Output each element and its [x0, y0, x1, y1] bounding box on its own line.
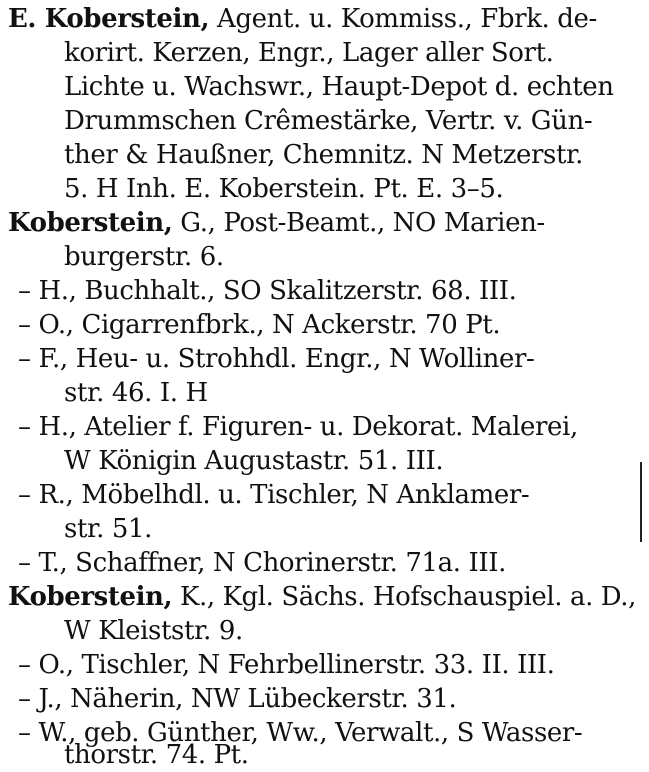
entry-line: W Kleiststr. 9.	[64, 616, 243, 646]
entry-line: – O., Tischler, N Fehrbellinerstr. 33. II. III.	[18, 650, 555, 680]
entry-text: G., Post-Beamt., NO Marien-	[172, 208, 545, 238]
entry-surname: E. Koberstein,	[8, 4, 210, 34]
entry-surname: Koberstein,	[8, 208, 173, 238]
entry-line: – R., Möbelhdl. u. Tischler, N Anklamer-	[18, 480, 530, 510]
entry-line: korirt. Kerzen, Engr., Lager aller Sort.	[64, 38, 554, 68]
entry-line: – J., Näherin, NW Lübeckerstr. 31.	[18, 684, 457, 714]
entry-line	[8, 206, 545, 240]
entry-line: 5. H Inh. E. Koberstein. Pt. E. 3–5.	[64, 174, 504, 204]
entry-line	[8, 580, 636, 614]
entry-line: Lichte u. Wachswr., Haupt-Depot d. echten	[64, 72, 614, 102]
entry-line: – H., Atelier f. Figuren- u. Dekorat. Malerei,	[18, 412, 578, 442]
entry-line: – O., Cigarrenfbrk., N Ackerstr. 70 Pt.	[18, 310, 501, 340]
entry-line: W Königin Augustastr. 51. III.	[64, 446, 444, 476]
entry-line: ther & Haußner, Chemnitz. N Metzerstr.	[64, 140, 584, 170]
entry-line: – H., Buchhalt., SO Skalitzerstr. 68. III.	[18, 276, 517, 306]
entry-line: – W., geb. Günther, Ww., Verwalt., S Wasser-	[18, 718, 583, 748]
entry-line: – T., Schaffner, N Chorinerstr. 71a. III.	[18, 548, 506, 578]
entry-line: thorstr. 74. Pt.	[64, 740, 249, 770]
entry-text: Agent. u. Kommiss., Fbrk. de-	[209, 4, 597, 34]
entry-line: str. 51.	[64, 514, 153, 544]
entry-text: K., Kgl. Sächs. Hofschauspiel. a. D.,	[172, 582, 636, 612]
entry-line: Drummschen Crêmestärke, Vertr. v. Gün-	[64, 106, 593, 136]
column-rule	[640, 462, 642, 542]
entry-line: str. 46. I. H	[64, 378, 208, 408]
entry-line: – F., Heu- u. Strohhdl. Engr., N Wolliner-	[18, 344, 535, 374]
entry-surname: Koberstein,	[8, 582, 173, 612]
entry-line	[8, 2, 597, 36]
entry-line: burgerstr. 6.	[64, 242, 224, 272]
